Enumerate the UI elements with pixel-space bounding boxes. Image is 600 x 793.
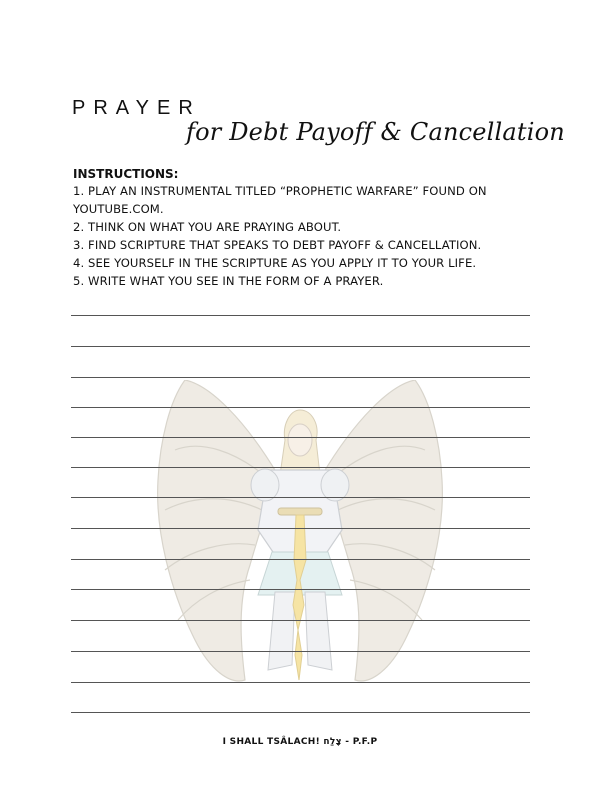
writing-line bbox=[71, 437, 530, 438]
writing-line bbox=[71, 589, 530, 590]
writing-line bbox=[71, 712, 530, 713]
instruction-item: 1. PLAY AN INSTRUMENTAL TITLED “PROPHETIC WARFARE” FOUND ON bbox=[73, 184, 487, 198]
instruction-item: 3. FIND SCRIPTURE THAT SPEAKS TO DEBT PAYOFF & CANCELLATION. bbox=[73, 238, 482, 252]
instruction-item: 4. SEE YOURSELF IN THE SCRIPTURE AS YOU APPLY IT TO YOUR LIFE. bbox=[73, 256, 477, 270]
footer-signature: I SHALL TSÂLACH! צָלַח - P.F.P bbox=[222, 737, 378, 747]
writing-line bbox=[71, 528, 530, 529]
writing-line bbox=[71, 377, 530, 378]
angel-with-sword-icon bbox=[150, 380, 450, 690]
writing-line bbox=[71, 497, 530, 498]
writing-line bbox=[71, 467, 530, 468]
writing-line bbox=[71, 682, 530, 683]
instruction-item: YOUTUBE.COM. bbox=[73, 202, 164, 216]
page-subtitle: for Debt Payoff & Cancellation bbox=[186, 118, 565, 146]
writing-line bbox=[71, 315, 530, 316]
writing-line bbox=[71, 651, 530, 652]
page-title: PRAYER bbox=[72, 97, 201, 119]
writing-line bbox=[71, 346, 530, 347]
instruction-item: 2. THINK ON WHAT YOU ARE PRAYING ABOUT. bbox=[73, 220, 342, 234]
instructions-block bbox=[73, 166, 543, 290]
instructions-list bbox=[73, 182, 543, 290]
instruction-item: 5. WRITE WHAT YOU SEE IN THE FORM OF A PRAYER. bbox=[73, 274, 384, 288]
writing-line bbox=[71, 620, 530, 621]
instructions-heading: INSTRUCTIONS: bbox=[73, 167, 179, 181]
writing-line bbox=[71, 559, 530, 560]
writing-line bbox=[71, 407, 530, 408]
